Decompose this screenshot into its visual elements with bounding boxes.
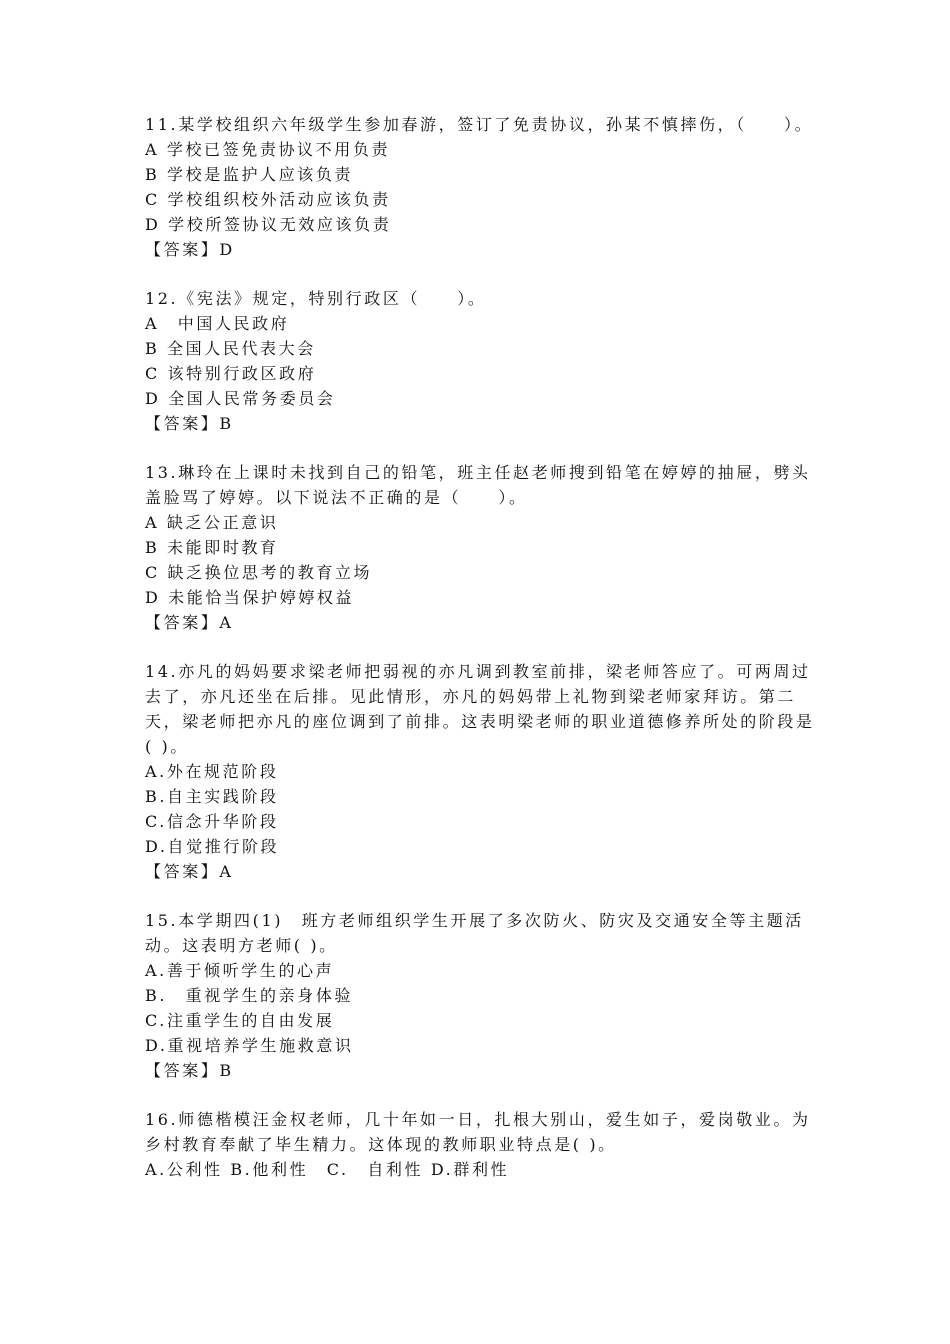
option-b: B. 重视学生的亲身体验 [145, 986, 354, 1005]
option-c: C.注重学生的自由发展 [145, 1011, 335, 1030]
answer: 【答案】B [145, 414, 234, 433]
question-stem: 16.师德楷模汪金权老师，几十年如一日，扎根大别山，爱生如子，爱岗敬业。为乡村教育奉献了毕生精力。这体现的教师职业特点是( )。 [145, 1110, 811, 1154]
options-inline: A.公利性 B.他利性 C. 自利性 D.群利性 [145, 1160, 510, 1179]
document-page [145, 112, 815, 1206]
option-d: D 全国人民常务委员会 [145, 389, 336, 408]
answer: 【答案】A [145, 613, 234, 632]
option-d: D 未能恰当保护婷婷权益 [145, 588, 355, 607]
option-b: B.自主实践阶段 [145, 787, 279, 806]
option-a: A.外在规范阶段 [145, 762, 279, 781]
option-b: B 全国人民代表大会 [145, 339, 316, 358]
option-d: D 学校所签协议无效应该负责 [145, 215, 392, 234]
question-16 [145, 1107, 815, 1182]
question-12 [145, 286, 815, 436]
question-stem: 15.本学期四(1) 班方老师组织学生开展了多次防火、防灾及交通安全等主题活动。这表明方老师( )。 [145, 911, 804, 955]
question-stem: 11.某学校组织六年级学生参加春游，签订了免责协议，孙某不慎摔伤，（ ）。 [145, 115, 814, 134]
question-11 [145, 112, 815, 262]
option-c: C 缺乏换位思考的教育立场 [145, 563, 373, 582]
option-c: C.信念升华阶段 [145, 812, 279, 831]
option-b: B 未能即时教育 [145, 538, 279, 557]
option-c: C 学校组织校外活动应该负责 [145, 190, 391, 209]
question-13 [145, 460, 815, 635]
answer: 【答案】D [145, 240, 235, 259]
option-a: A 缺乏公正意识 [145, 513, 279, 532]
option-d: D.重视培养学生施救意识 [145, 1036, 354, 1055]
option-b: B 学校是监护人应该负责 [145, 165, 354, 184]
question-14 [145, 659, 815, 884]
option-a: A 中国人民政府 [145, 314, 290, 333]
question-stem: 14.亦凡的妈妈要求梁老师把弱视的亦凡调到教室前排，梁老师答应了。可两周过去了，亦凡还坐在后排。见此情形，亦凡的妈妈带上礼物到梁老师家拜访。第二天，梁老师把亦凡的座位调到了前排。这表明梁老师的职业道德修养所处的阶段是( )。 [145, 662, 815, 756]
question-15 [145, 908, 815, 1083]
option-a: A.善于倾听学生的心声 [145, 961, 335, 980]
option-c: C 该特别行政区政府 [145, 364, 317, 383]
answer: 【答案】B [145, 1061, 234, 1080]
question-stem: 12.《宪法》规定，特别行政区（ ）。 [145, 289, 487, 308]
question-stem: 13.琳玲在上课时未找到自己的铅笔，班主任赵老师搜到铅笔在婷婷的抽屉，劈头盖脸骂了婷婷。以下说法不正确的是（ ）。 [145, 463, 811, 507]
option-a: A 学校已签免责协议不用负责 [145, 140, 391, 159]
option-d: D.自觉推行阶段 [145, 837, 280, 856]
answer: 【答案】A [145, 862, 234, 881]
